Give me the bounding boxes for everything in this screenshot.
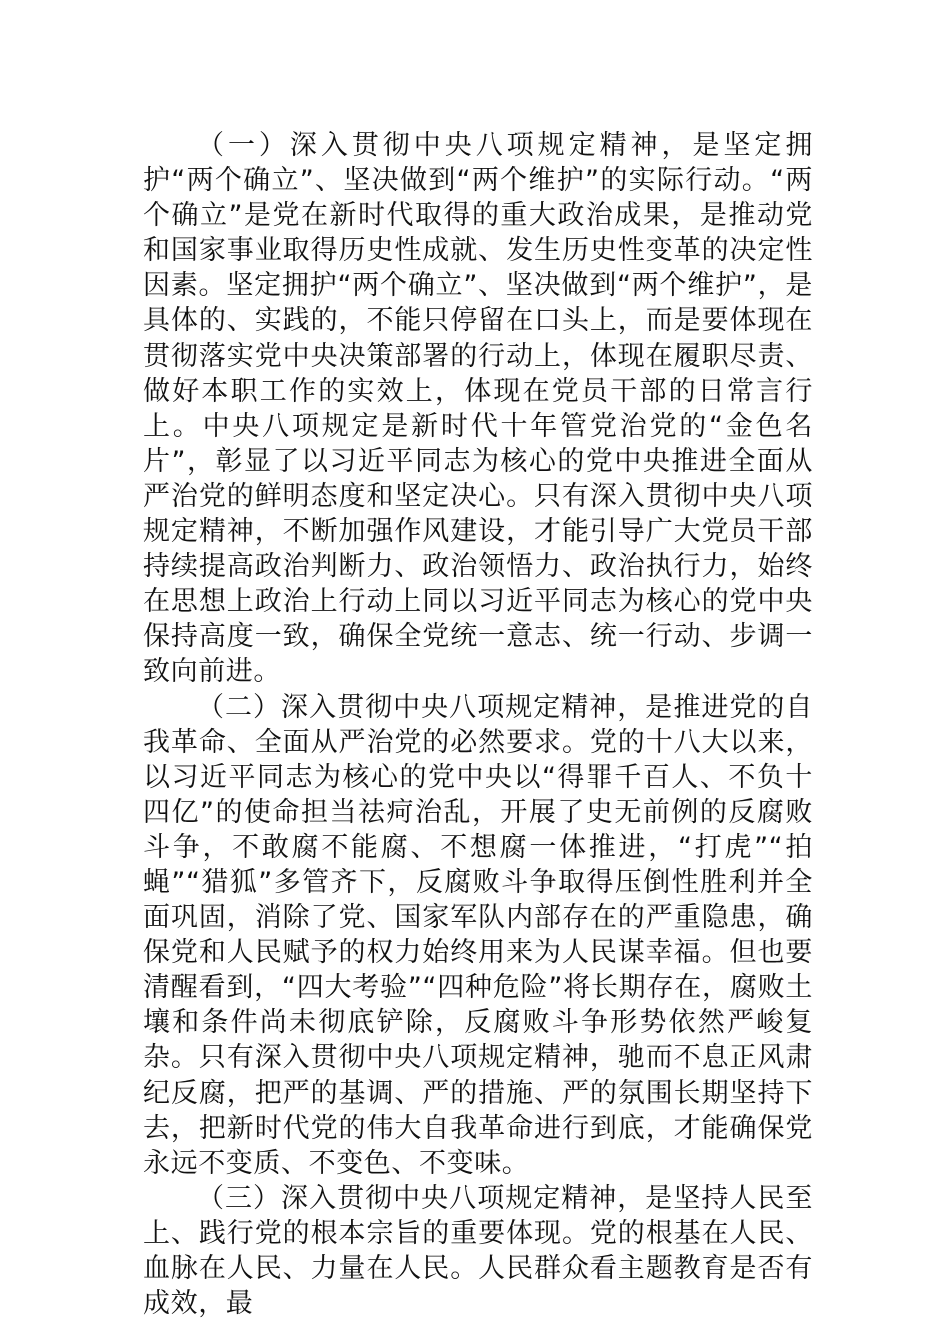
paragraph-1: （一）深入贯彻中央八项规定精神，是坚定拥护“两个确立”、坚决做到“两个维护”的实际行动。“两个确立”是党在新时代取得的重大政治成果，是推动党和国家事业取得历史性成就、发生历史性变革的决定性因素。坚定拥护“两个确立”、坚决做到“两个维护”，是具体的、实践的，不能只停留在口头上，而是要体现在贯彻落实党中央决策部署的行动上，体现在履职尽责、做好本职工作的实效上，体现在党员干部的日常言行上。中央八项规定是新时代十年管党治党的“金色名片”，彰显了以习近平同志为核心的党中央推进全面从严治党的鲜明态度和坚定决心。只有深入贯彻中央八项规定精神，不断加强作风建设，才能引导广大党员干部持续提高政治判断力、政治领悟力、政治执行力，始终在思想上政治上行动上同以习近平同志为核心的党中央保持高度一致，确保全党统一意志、统一行动、步调一致向前进。: [143, 130, 813, 688]
paragraph-2: （二）深入贯彻中央八项规定精神，是推进党的自我革命、全面从严治党的必然要求。党的十八大以来，以习近平同志为核心的党中央以“得罪千百人、不负十四亿”的使命担当祛疴治乱，开展了史无前例的反腐败斗争，不敢腐不能腐、不想腐一体推进，“打虎”“拍蝇”“猎狐”多管齐下，反腐败斗争取得压倒性胜利并全面巩固，消除了党、国家军队内部存在的严重隐患，确保党和人民赋予的权力始终用来为人民谋幸福。但也要清醒看到，“四大考验”“四种危险”将长期存在，腐败土壤和条件尚未彻底铲除，反腐败斗争形势依然严峻复杂。只有深入贯彻中央八项规定精神，驰而不息正风肃纪反腐，把严的基调、严的措施、严的氛围长期坚持下去，把新时代党的伟大自我革命进行到底，才能确保党永远不变质、不变色、不变味。: [143, 691, 813, 1179]
document-body: [143, 128, 813, 1321]
paragraph-3: （三）深入贯彻中央八项规定精神，是坚持人民至上、践行党的根本宗旨的重要体现。党的根基在人民、血脉在人民、力量在人民。人民群众看主题教育是否有成效，最: [143, 1182, 813, 1320]
